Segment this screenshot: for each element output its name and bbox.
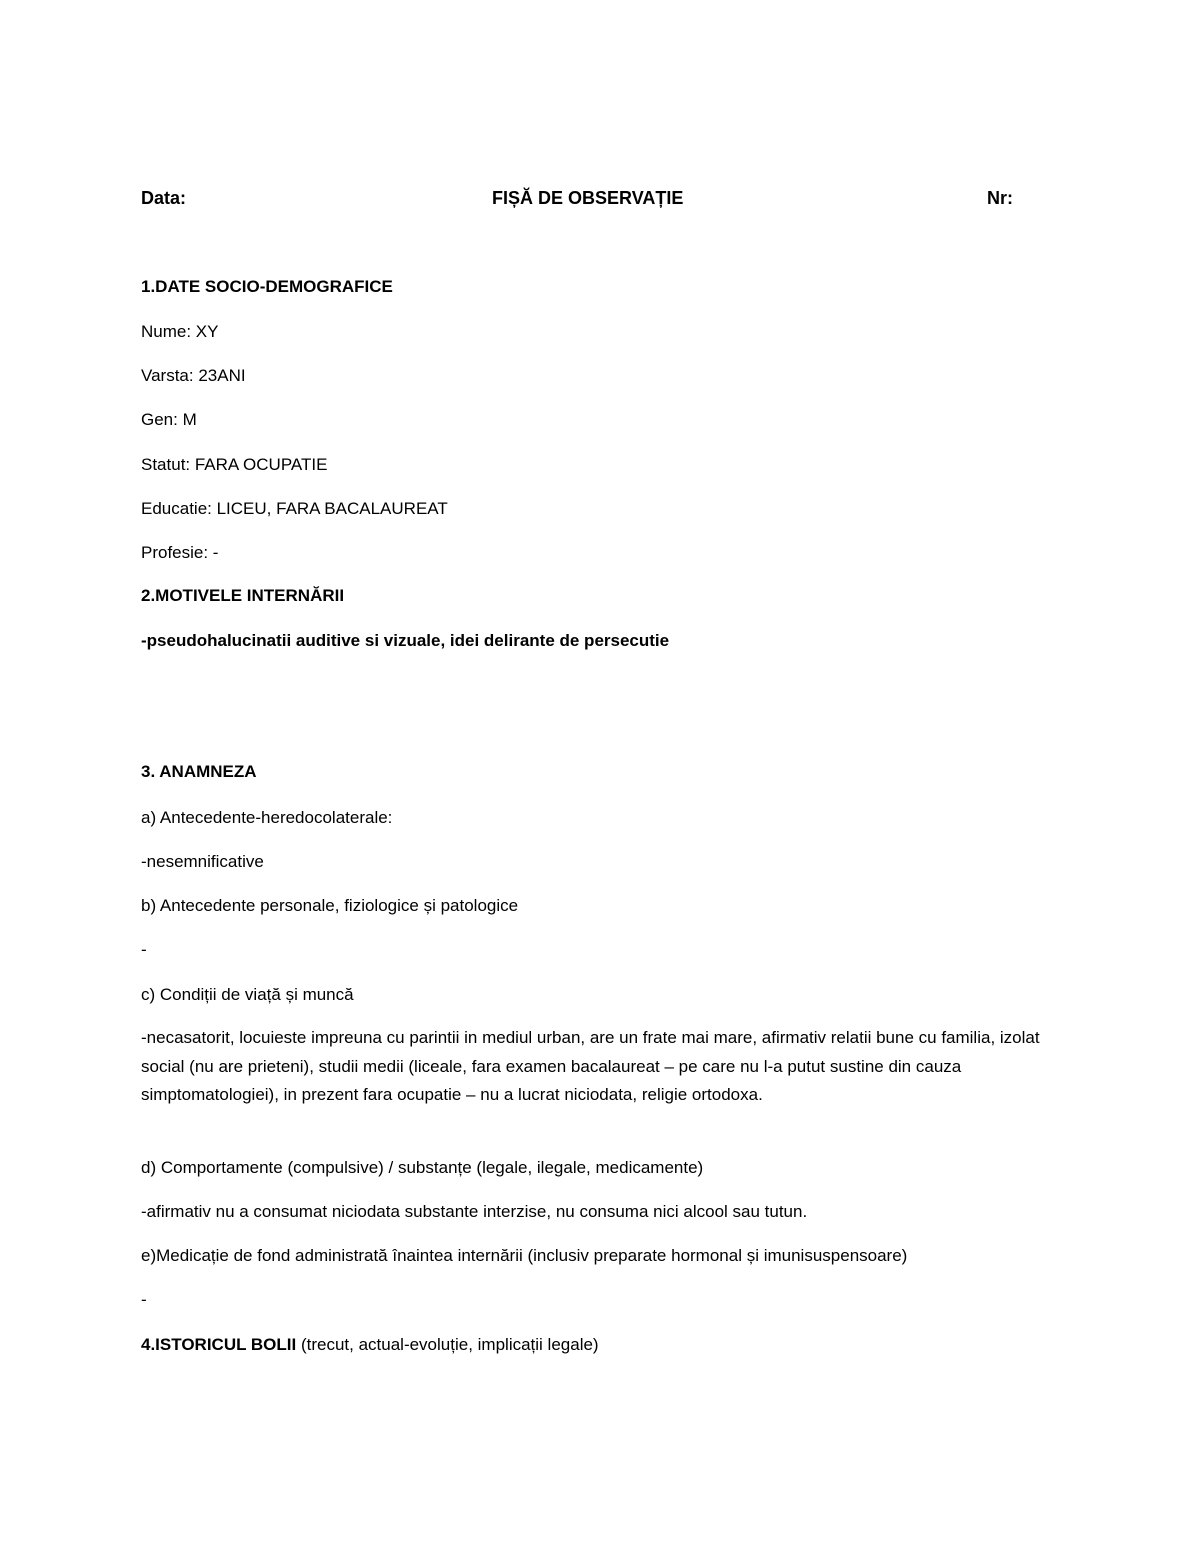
document-title: FIȘĂ DE OBSERVAȚIE [492,188,684,208]
number-label: Nr: [987,188,1013,208]
living-conditions-label: c) Condiții de viață și muncă [141,985,354,1004]
section-heading-socio-demographic: 1.DATE SOCIO-DEMOGRAFICE [141,277,393,296]
behaviors-value: -afirmativ nu a consumat niciodata substante interzise, nu consuma nici alcool sau tutun. [141,1202,808,1221]
field-age: Varsta: 23ANI [141,366,246,385]
behaviors-label: d) Comportamente (compulsive) / substanțe (legale, ilegale, medicamente) [141,1158,704,1177]
disease-history-heading-rest: (trecut, actual-evoluție, implicații legale) [296,1335,599,1354]
field-gender: Gen: M [141,410,197,429]
field-status: Statut: FARA OCUPATIE [141,455,328,474]
section-heading-disease-history [141,1334,599,1356]
personal-history-value: - [141,940,147,959]
field-education: Educatie: LICEU, FARA BACALAUREAT [141,499,448,518]
section-heading-admission-reasons: 2.MOTIVELE INTERNĂRII [141,586,345,605]
admission-reasons-text: -pseudohalucinatii auditive si vizuale, idei delirante de persecutie [141,631,670,650]
field-profession: Profesie: - [141,543,219,562]
disease-history-heading-bold: 4.ISTORICUL BOLII [141,1335,297,1354]
personal-history-label: b) Antecedente personale, fiziologice și patologice [141,896,519,915]
section-heading-anamnesis: 3. ANAMNEZA [141,762,257,781]
medication-value: - [141,1290,147,1309]
living-conditions-value: -necasatorit, locuieste impreuna cu parintii in mediul urban, are un frate mai mare, afirmativ relatii bune cu familia, izolat social (nu are prieteni), studii medii (liceale, fara examen bacalaureat – pe care nu l-a putut sustine din cauza simptomatologiei), in prezent fara ocupatie – nu a lucrat niciodata, religie ortodoxa. [141,1028,1040,1104]
date-label: Data: [141,188,187,208]
medication-label: e)Medicație de fond administrată înaintea internării (inclusiv preparate hormonal și imunisuspensoare) [141,1246,908,1265]
field-name: Nume: XY [141,322,219,341]
hereditary-history-value: -nesemnificative [141,852,264,871]
hereditary-history-label: a) Antecedente-heredocolaterale: [141,808,393,827]
